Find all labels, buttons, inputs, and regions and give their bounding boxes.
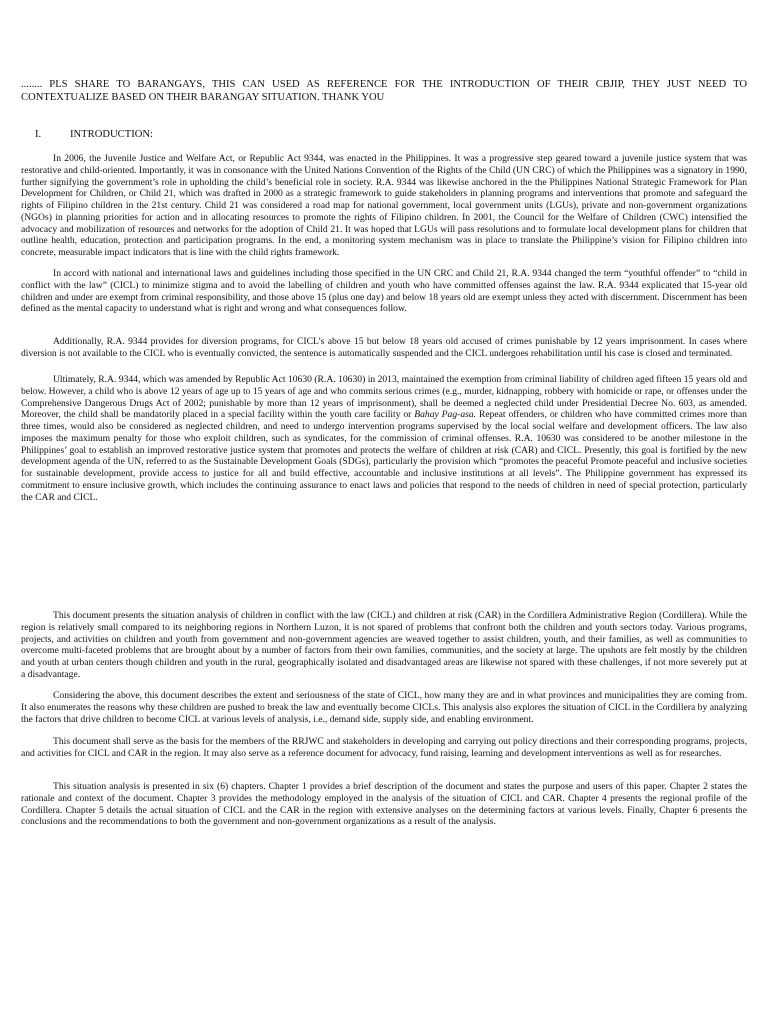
paragraph-ra10630-amendment — [21, 374, 747, 503]
paragraph-ra9344-enactment: In 2006, the Juvenile Justice and Welfare Act, or Republic Act 9344, was enacted in the Philippines. It was a progressive step geared toward a juvenile justice system that was restorative and child-oriented. Importantly, it was in consonance with the United Nations Convention of the Rights of the Child (UN CRC) of which the Philippines was a signatory in 1990, further signifying the government’s role in upholding the child’s beneficial role in society. R.A. 9344 was likewise anchored in the the Philippines National Strategic Framework for Plan Development for Children, or Child 21, which was drafted in 2000 as a strategic framework to guide stakeholders in planning programs and interventions that promote and safeguard the rights of Filipino children in the 21st century. Child 21 was considered a road map for national government, local government units (LGUs), private and non-government organizations (NGOs) in planning priorities for action and in allocating resources to promote the rights of Filipino children. In 2001, the Council for the Welfare of Children (CWC) intensified the advocacy and mobilization of resources and networks for the adoption of Child 21. It was hoped that LGUs will pass resolutions and to formulate local development plans for children that outline health, education, protection and participation programs. In the end, a monitoring system mechanism was in place to translate the Philippine’s vision for Filipino children into concrete, measurable impact indicators that is line with the child rights framework. — [21, 153, 747, 258]
paragraph-ra10630-text-b: Repeat offenders, or children who have committed crimes more than three times, would also be considered as neglected children, and need to undergo intervention programs supervised by the local social welfare and development officers. The law also imposes the maximum penalty for those who exploit children, such as syndicates, for the commission of criminal offenses. R.A. 10630 was considered to be another milestone in the Philippines’ goal to establish an improved restorative justice system that promotes and protects the welfare of children at risk (CAR) and CICL. Presently, this goal is fortified by the new development agenda of the UN, referred to as the Sustainable Development Goals (SDGs), particularly the provision which “promotes the peaceful Promote peaceful and inclusive societies for sustainable development, provide access to justice for all and build effective, accountable and inclusive institutions at all levels”. The Philippine government has expressed its commitment to ensure inclusive growth, which includes the continuing assurance to enact laws and policies that respond to the needs of children in need of special protection, particularly the CAR and CICL. — [21, 409, 747, 503]
paragraph-document-purpose: This document shall serve as the basis for the members of the RRJWC and stakeholders in developing and carrying out policy directions and their corresponding programs, projects, and activities for CICL and CAR in the region. It may also serve as a reference document for advocacy, fund raising, learning and development interventions as well as for researches. — [21, 736, 747, 759]
share-note: ........ PLS SHARE TO BARANGAYS, THIS CAN USED AS REFERENCE FOR THE INTRODUCTION OF THEIR CBJIP, THEY JUST NEED TO CONTEXTUALIZE BASED ON THEIR BARANGAY SITUATION. THANK YOU — [21, 79, 747, 103]
section-title: INTRODUCTION: — [70, 129, 153, 140]
bahay-pag-asa-term: Bahay Pag-asa. — [414, 409, 477, 421]
paragraph-situation-analysis: This document presents the situation analysis of children in conflict with the law (CICL) and children at risk (CAR) in the Cordillera Administrative Region (Cordillera). While the region is relatively small compared to its neighboring regions in Northern Luzon, it is not spared of problems that confront both the children and youth sectors today. Various programs, projects, and activities on children and youth from government and non-government agencies are weaved together to assist children, youth, and their families, as well as communities to overcome multi-faceted problems that are brought about by a number of factors from their own families, communities, and the society at large. The upshots are felt mostly by the children and youth at urban centers though children and youth in the rural, geographically isolated and disadvantaged areas are likewise not spared with these challenges, if not more severely put at a disadvantage. — [21, 610, 747, 680]
paragraph-diversion-programs: Additionally, R.A. 9344 provides for diversion programs, for CICL’s above 15 but below 18 years old accused of crimes punishable by 12 years imprisonment. In cases where diversion is not available to the CICL who is eventually convicted, the sentence is automatically suspended and the CICL undergoes rehabilitation until his case is closed and terminated. — [21, 336, 747, 359]
paragraph-chapter-overview: This situation analysis is presented in six (6) chapters. Chapter 1 provides a brief description of the document and states the purpose and users of this paper. Chapter 2 states the rationale and context of the document. Chapter 3 provides the methodology employed in the analysis of the situation of CICL and CAR. Chapter 4 presents the regional profile of the Cordillera. Chapter 5 details the actual situation of CICL and the CAR in the region with extensive analyses on the determining factors at various levels. Finally, Chapter 6 presents the conclusions and the recommendations to both the government and non-government organizations as a result of the analysis. — [21, 781, 747, 828]
paragraph-extent-of-cicl: Considering the above, this document describes the extent and seriousness of the state of CICL, how many they are and in what provinces and municipalities they are coming from. It also enumerates the reasons why these children are pushed to break the law and eventually become CICLs. This analysis also explores the situation of CICL in the Cordillera by analyzing the factors that drive children to become CICL at various levels of analysis, i.e., demand side, supply side, and enabling environment. — [21, 690, 747, 725]
paragraph-ra10630-text-a: Ultimately, R.A. 9344, which was amended by Republic Act 10630 (R.A. 10630) in 2013, maintained the exemption from criminal liability of children aged fifteen 15 years old and below. However, a child who is above 12 years of age up to 15 years of age and who commits serious crimes (e.g., murder, kidnapping, robbery with homicide or rape, or offenses under the Comprehensive Dangerous Drugs Act of 2002; punishable by more than 12 years of imprisonment), shall be deemed a neglected child under Presidential Decree No. 603, as amended. Moreover, the child shall be mandatorily placed in a special facility within the youth care facility or — [21, 374, 747, 421]
section-heading — [35, 128, 153, 141]
paragraph-cicl-term: In accord with national and international laws and guidelines including those specified in the UN CRC and Child 21, R.A. 9344 changed the term “youthful offender” to “child in conflict with the law” (CICL) to minimize stigma and to avoid the labelling of children and youth who have committed offenses against the law. R.A. 9344 explicated that 15-year old children and under are exempt from criminal responsibility, and those above 15 (plus one day) and below 18 years old are exempt unless they acted with discernment. Discernment has been defined as the mental capacity to understand what is right and wrong and what consequences follow. — [21, 268, 747, 315]
section-number: I. — [35, 129, 42, 140]
